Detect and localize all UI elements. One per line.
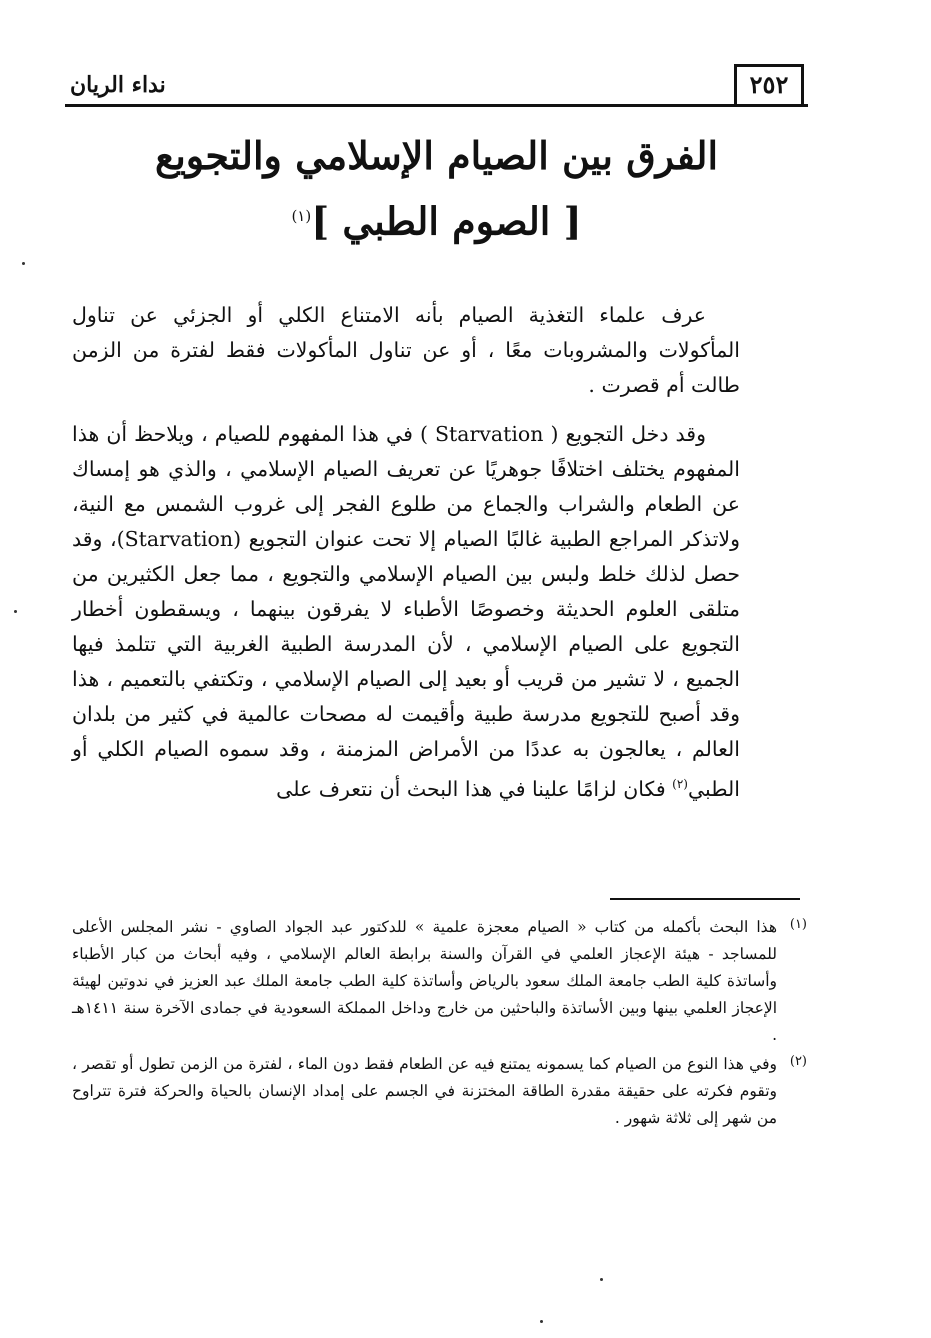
scan-speck	[22, 262, 25, 265]
footnote-1-mark: (١)	[789, 917, 807, 932]
paragraph-2-continuation: فكان لزامًا علينا في هذا البحث أن نتعرف على	[276, 776, 673, 801]
scan-speck	[14, 610, 17, 613]
chapter-subtitle	[65, 192, 808, 246]
page-number-box: ٢٥٢	[734, 64, 804, 104]
running-header-title: نداء الريان	[70, 72, 166, 98]
scan-speck	[600, 1278, 603, 1281]
paragraph-1: عرف علماء التغذية الصيام بأنه الامتناع الكلي أو الجزئي عن تناول المأكولات والمشروبات معًا ، أو عن تناول المأكولات فقط لفترة من الزمن طالت أم قصرت .	[72, 303, 740, 397]
body-text	[72, 298, 740, 821]
footnote-separator	[610, 898, 800, 900]
chapter-title-line-1: الفرق بين الصيام الإسلامي والتجويع	[154, 133, 719, 178]
footnote-2-text: وفي هذا النوع من الصيام كما يسمونه يمتنع فيه عن الطعام فقط دون الماء ، لفترة من الزمن تطول أو تقصر ، وتقوم فكرته على حقيقة مقدرة الطاقة المختزنة في الجسم على إمداد الإنسان بالحياة والحركة فترة تتراوح من شهر إلى ثلاثة شهور .	[72, 1055, 777, 1127]
paragraph-2	[72, 417, 740, 807]
footnotes	[72, 914, 807, 1134]
footnote-2-mark: (٢)	[789, 1054, 807, 1069]
footnote-2	[72, 1051, 807, 1132]
footnote-1-text: هذا البحث بأكمله من كتاب « الصيام معجزة علمية » للدكتور عبد الجواد الصاوي - نشر المجلس الأعلى للمساجد - هيئة الإعجاز العلمي في القرآن والسنة برابطة العالم الإسلامي ، وفيه أبحاث من كبار الأطباء وأساتذة كلية الطب جامعة الملك سعود بالرياض وأساتذة كلية الطب جامعة الملك عبد العزيز في ندوتين لهيئة الإعجاز العلمي بينها وبين الأساتذة والباحثين من خارج وداخل المملكة السعودية في جمادى الآخرة سنة ١٤١١هـ .	[72, 918, 777, 1044]
footnote-1	[72, 914, 807, 1049]
header-rule	[65, 104, 808, 107]
paragraph-footnote-ref: (٢)	[672, 777, 688, 791]
title-footnote-ref: (١)	[291, 207, 312, 225]
chapter-title-line-2: [ الصوم الطبي ]	[311, 198, 582, 244]
paragraph-2-text: وقد دخل التجويع ( Starvation ) في هذا المفهوم للصيام ، ويلاحظ أن هذا المفهوم يختلف اختلافًا جوهريًا عن تعريف الصيام الإسلامي ، والذي هو إمساك عن الطعام والشراب والجماع من طلوع الفجر إلى غروب الشمس مع النية، ولاتذكر المراجع الطبية غالبًا الصيام إلا تحت عنوان التجويع (Starvation)، وقد حصل لذلك خلط ولبس بين الصيام الإسلامي والتجويع ، مما جعل الكثيرين من متلقى العلوم الحديثة وخصوصًا الأطباء لا يفرقون بينهما ، ويسقطون أخطار التجويع على الصيام الإسلامي ، لأن المدرسة الطبية الغربية التي تتلمذ فيها الجميع ، لا تشير من قريب أو بعيد إلى الصيام الإسلامي ، وتكتفي بالتعميم ، هذا وقد أصبح للتجويع مدرسة طبية وأقيمت له مصحات عالمية في كثير من بلدان العالم ، يعالجون به عددًا من الأمراض المزمنة ، وقد سموه الصيام الكلي أو الطبي	[72, 422, 741, 801]
scan-speck	[540, 1320, 543, 1323]
chapter-title	[65, 132, 808, 180]
